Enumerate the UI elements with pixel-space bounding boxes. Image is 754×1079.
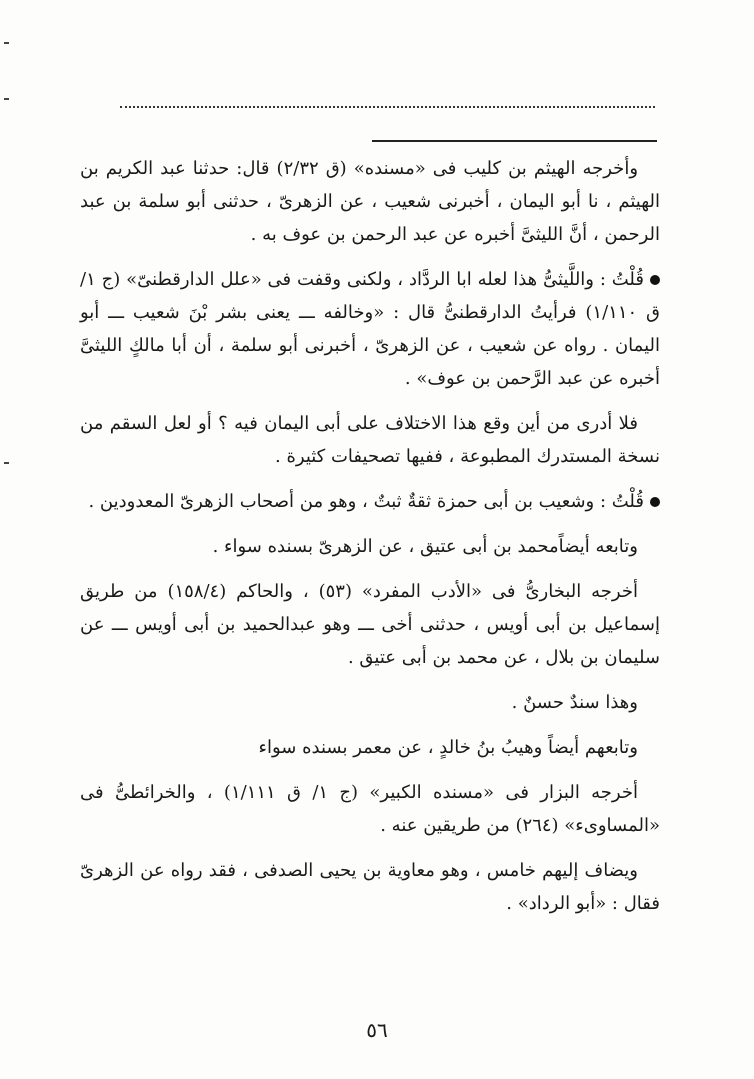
dotted-separator (120, 106, 655, 108)
paragraph-6: أخرجه البخارىُّ فى «الأدب المفرد» (٥٣) ، والحاكم (١٥٨/٤) من طريق إسماعيل بن أبى أويس ، حدثنى أخى ـــ وهو عبدالحميد بن أبى أويس ـــ عن سليمان بن بلال ، عن محمد بن أبى عتيق . (80, 581, 660, 668)
bullet-icon (650, 275, 660, 285)
paragraph-5: وتابعه أيضاًمحمد بن أبى عتيق ، عن الزهرىّ بسنده سواء . (212, 536, 638, 557)
paragraph-10: ويضاف إليهم خامس ، وهو معاوية بن يحيى الصدفى ، فقد رواه عن الزهرىّ فقال : «أبو الرداد» . (80, 860, 660, 914)
paragraph-4: قُلْتُ : وشعيب بن أبى حمزة ثقةٌ ثبتٌ ، وهو من أصحاب الزهرىّ المعدودين . (80, 485, 660, 518)
paragraph-9: أخرجه البزار فى «مسنده الكبير» (ج ١/ ق ١/١١١) ، والخرائطىُّ فى «المساوىء» (٢٦٤) من طريقين عنه . (80, 782, 660, 836)
margin-mark (4, 98, 9, 100)
page-body (80, 152, 660, 932)
paragraph-7: وهذا سندٌ حسنٌ . (511, 692, 638, 713)
solid-separator (372, 140, 657, 142)
paragraph-3: فلا أدرى من أين وقع هذا الاختلاف على أبى اليمان فيه ؟ أو لعل السقم من نسخة المستدرك المطبوعة ، ففيها تصحيفات كثيرة . (80, 413, 660, 467)
paragraph-2: قُلْتُ : واللَّيثىُّ هذا لعله ابا الردَّاد ، ولكنى وقفت فى «علل الدارقطنىّ» (ج ١/ ق ١/١١٠) فرأيتُ الدارقطنىُّ قال : «وخالفه ـــ يعنى بشر بْنَ شعيب ـــ أبو اليمان . رواه عن شعيب ، عن الزهرىّ ، أخبرنى أبو سلمة ، أن أبا مالكٍ الليثىَّ أخبره عن عبد الرَّحمن بن عوف» . (80, 269, 660, 389)
page-number: ٥٦ (366, 1018, 388, 1042)
margin-mark (4, 42, 9, 44)
paragraph-8: وتابعهم أيضاً وهيبُ بنُ خالدٍ ، عن معمر بسنده سواء (258, 737, 638, 758)
margin-mark (4, 462, 9, 464)
bullet-icon (650, 497, 660, 507)
paragraph-1: وأخرجه الهيثم بن كليب فى «مسنده» (ق ٢/٣٢) قال: حدثنا عبد الكريم بن الهيثم ، نا أبو اليمان ، أخبرنى شعيب ، عن الزهرىّ ، حدثنى أبو سلمة بن عبد الرحمن ، أنَّ الليثىَّ أخبره عن عبد الرحمن بن عوف به . (80, 158, 660, 245)
